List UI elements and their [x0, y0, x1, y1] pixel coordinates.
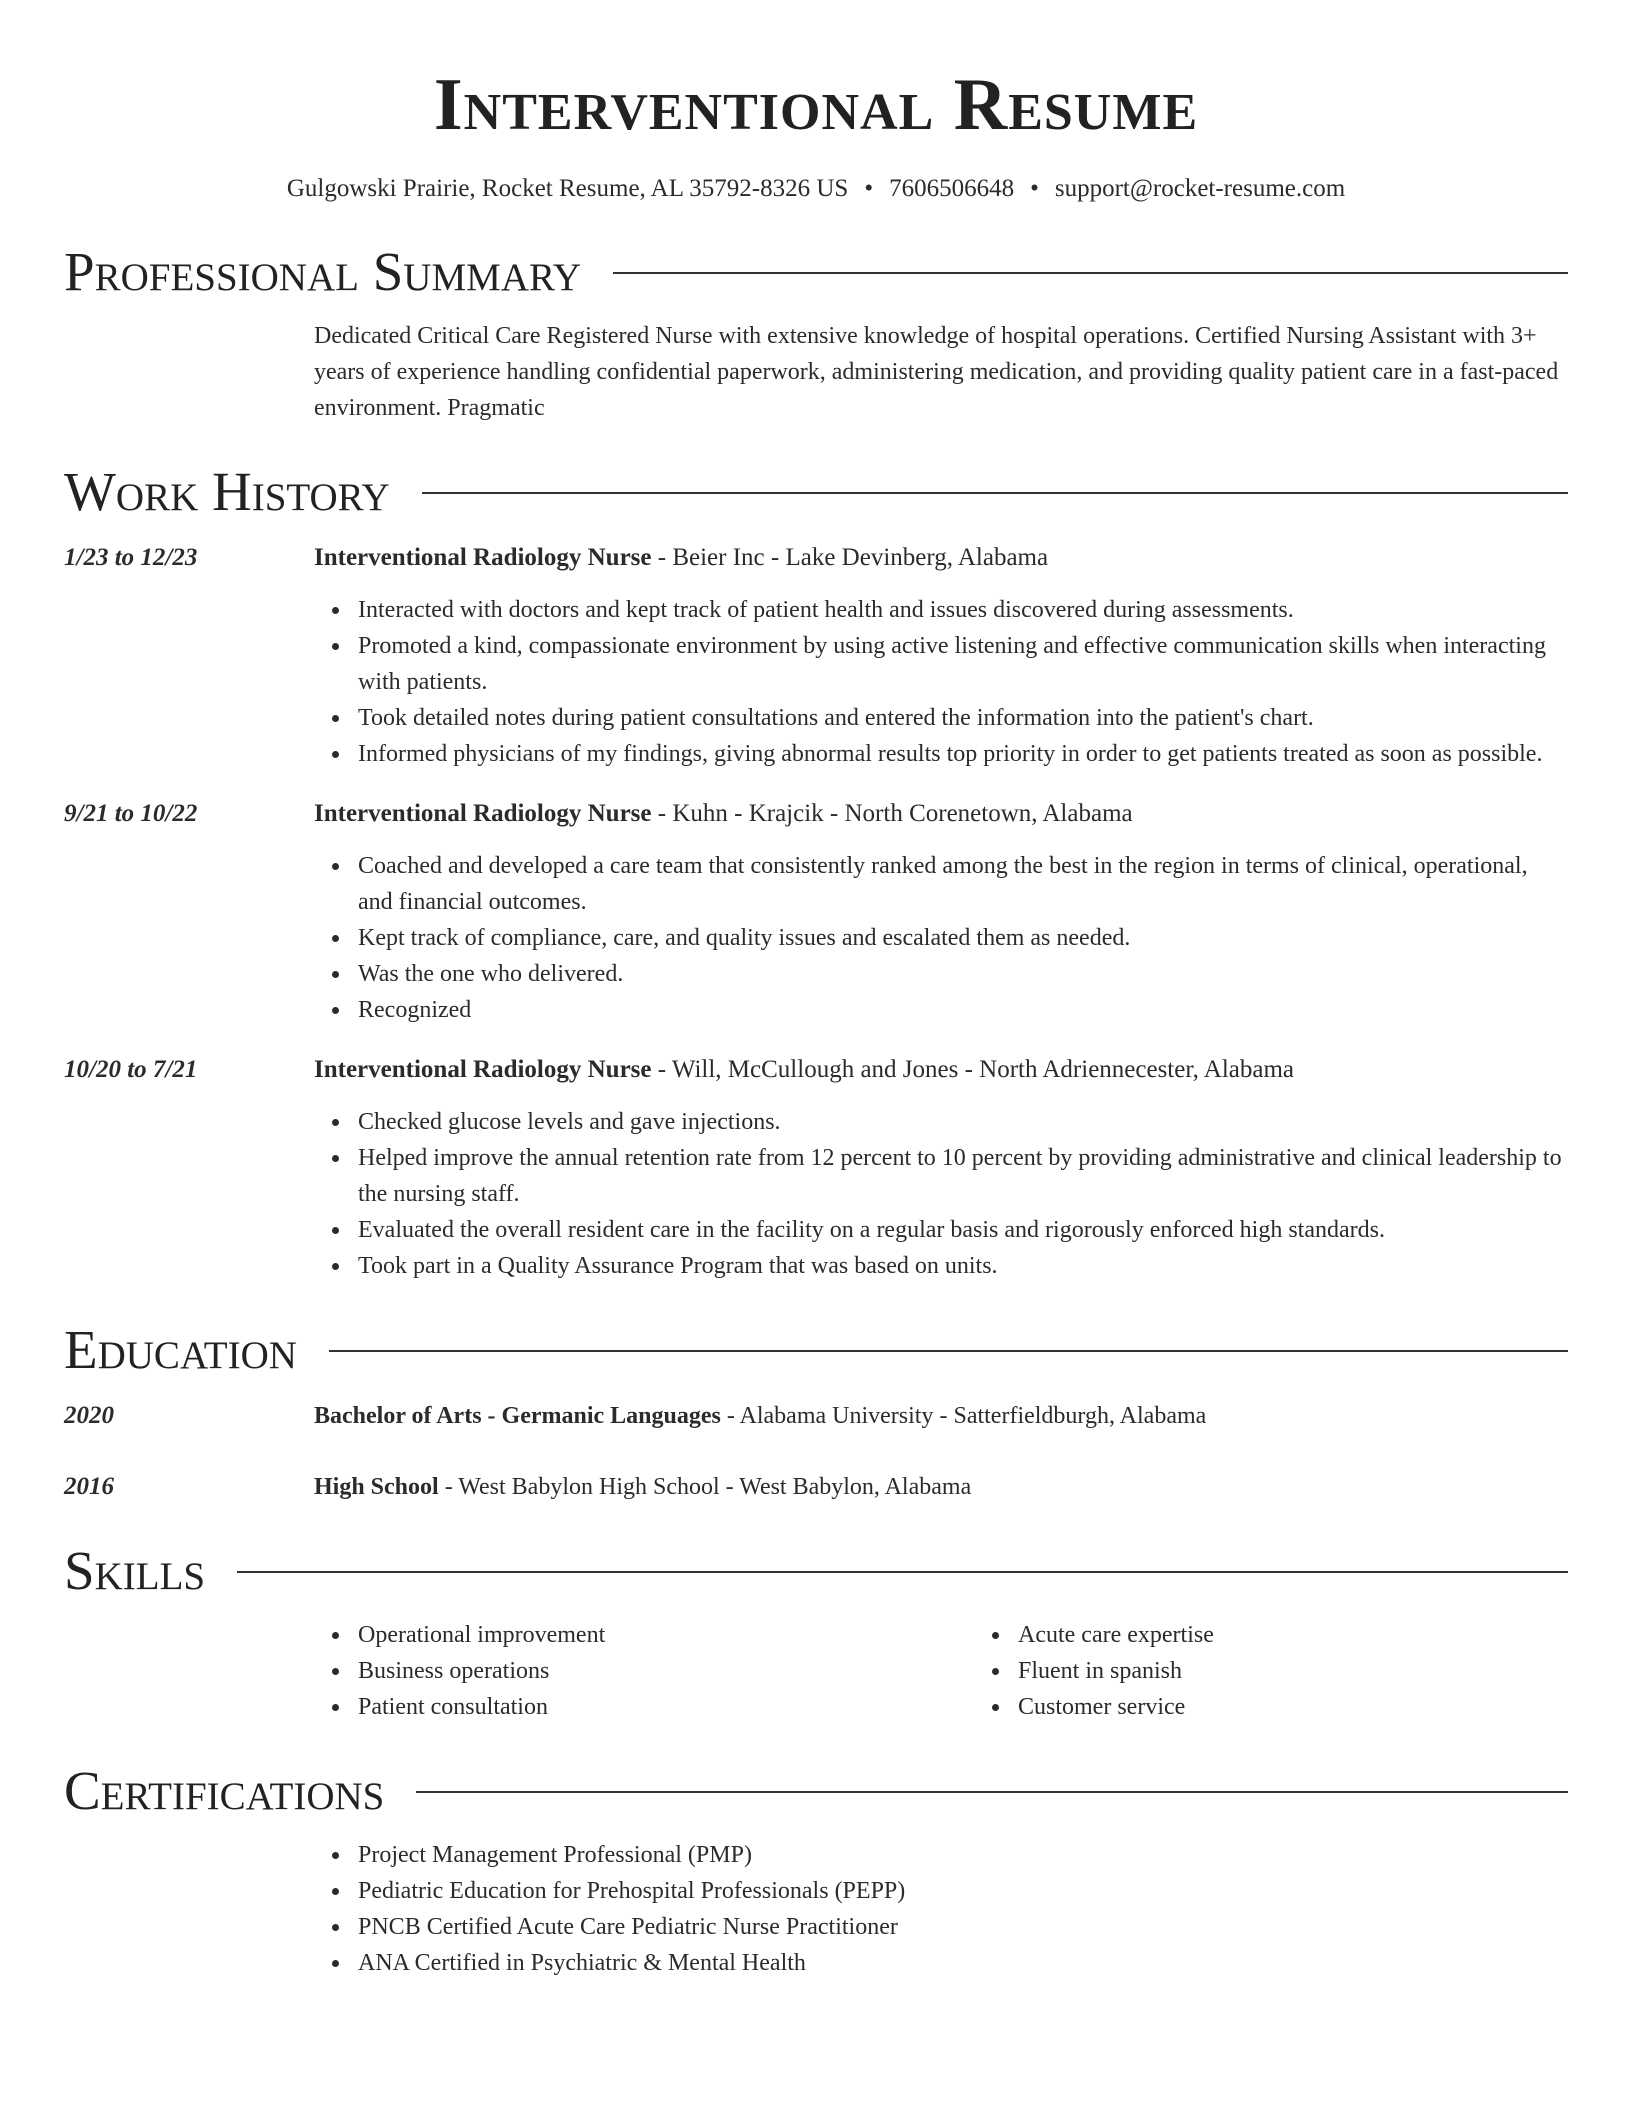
contact-separator: •: [864, 175, 874, 202]
contact-line: [64, 172, 1568, 206]
contact-address: Gulgowski Prairie, Rocket Resume, AL 35792-8326 US: [286, 175, 849, 202]
education-degree: High School: [314, 1474, 439, 1500]
job-bullet: Kept track of compliance, care, and quality issues and escalated them as needed.: [358, 920, 1568, 956]
certification-item: Pediatric Education for Prehospital Professionals (PEPP): [358, 1873, 1568, 1909]
job-bullet: Recognized: [358, 992, 1568, 1028]
summary-text: Dedicated Critical Care Registered Nurse with extensive knowledge of hospital operations. Certified Nursing Assistant with 3+ years of experience handling confidential paperwork, administering medication, and providing quality patient care in a fast-paced environment. Pragmatic: [314, 323, 1559, 421]
education-entry: [64, 1398, 1568, 1434]
job-bullet: Helped improve the annual retention rate from 12 percent to 10 percent by providing administrative and clinical leadership to the nursing staff.: [358, 1140, 1568, 1212]
education-details: - West Babylon High School - West Babylon, Alabama: [438, 1474, 972, 1500]
education-year: 2020: [64, 1402, 114, 1429]
summary-heading: Professional Summary: [64, 241, 582, 302]
job-details: - Kuhn - Krajcik - North Corenetown, Alabama: [651, 800, 1133, 827]
job-bullet: Informed physicians of my findings, giving abnormal results top priority in order to get patients treated as soon as possible.: [358, 736, 1568, 772]
job-bullets: [314, 592, 1568, 772]
summary-section-header: [64, 240, 1568, 304]
contact-email: support@rocket-resume.com: [1054, 175, 1346, 202]
job-bullet: Checked glucose levels and gave injections.: [358, 1104, 1568, 1140]
contact-separator: •: [1030, 175, 1039, 202]
certification-item: ANA Certified in Psychiatric & Mental Health: [358, 1945, 1568, 1981]
education-details: - Alabama University - Satterfieldburgh, Alabama: [720, 1403, 1207, 1429]
certifications-section-header: [64, 1759, 1568, 1823]
section-divider: [237, 1571, 1568, 1573]
contact-phone: 7606506648: [889, 175, 1015, 202]
job-bullet: Took part in a Quality Assurance Program that was based on units.: [358, 1248, 1568, 1284]
skills-heading: Skills: [64, 1540, 206, 1601]
resume-title: Interventional Resume: [433, 64, 1199, 146]
job-bullet: Promoted a kind, compassionate environment by using active listening and effective communication skills when interacting with patients.: [358, 628, 1568, 700]
section-divider: [329, 1350, 1568, 1352]
job-title-line: [314, 1052, 1568, 1088]
skills-column-left: [314, 1617, 974, 1725]
job-title-line: [314, 796, 1568, 832]
job-bullet: Was the one who delivered.: [358, 956, 1568, 992]
job-details: - Will, McCullough and Jones - North Adriennecester, Alabama: [651, 1056, 1295, 1083]
education-degree: Bachelor of Arts - Germanic Languages: [314, 1403, 721, 1429]
job-entry: [64, 796, 1568, 1028]
job-dates: 1/23 to 12/23: [64, 544, 198, 571]
section-divider: [613, 272, 1568, 274]
certification-item: PNCB Certified Acute Care Pediatric Nurse Practitioner: [358, 1909, 1568, 1945]
job-entry: [64, 540, 1568, 772]
job-title: Interventional Radiology Nurse: [314, 1056, 652, 1083]
job-details: - Beier Inc - Lake Devinberg, Alabama: [651, 544, 1049, 571]
work-history-list: [64, 540, 1568, 1284]
job-dates: 10/20 to 7/21: [64, 1056, 198, 1083]
certifications-row: [64, 1837, 1568, 1981]
certification-item: Project Management Professional (PMP): [358, 1837, 1568, 1873]
skill-item: Operational improvement: [358, 1617, 974, 1653]
job-title: Interventional Radiology Nurse: [314, 800, 652, 827]
education-year: 2016: [64, 1473, 114, 1500]
section-divider: [416, 1791, 1568, 1793]
section-divider: [422, 492, 1568, 494]
skill-item: Fluent in spanish: [1018, 1653, 1632, 1689]
education-entry: [64, 1469, 1568, 1505]
skill-item: Acute care expertise: [1018, 1617, 1632, 1653]
job-bullet: Evaluated the overall resident care in the facility on a regular basis and rigorously enforced high standards.: [358, 1212, 1568, 1248]
skill-item: Customer service: [1018, 1689, 1632, 1725]
skills-row: [64, 1603, 1568, 1725]
job-title-line: [314, 540, 1568, 576]
education-section-header: [64, 1318, 1568, 1382]
job-bullets: [314, 848, 1568, 1028]
skills-column-right: [974, 1617, 1632, 1725]
job-dates: 9/21 to 10/22: [64, 800, 198, 827]
job-bullets: [314, 1104, 1568, 1284]
certifications-heading: Certifications: [64, 1760, 385, 1821]
skill-item: Patient consultation: [358, 1689, 974, 1725]
certifications-list: [314, 1837, 1568, 1981]
job-entry: [64, 1052, 1568, 1284]
job-title: Interventional Radiology Nurse: [314, 544, 652, 571]
skill-item: Business operations: [358, 1653, 974, 1689]
skills-grid: [314, 1617, 1632, 1725]
job-bullet: Took detailed notes during patient consultations and entered the information into the patient's chart.: [358, 700, 1568, 736]
job-bullet: Interacted with doctors and kept track of patient health and issues discovered during assessments.: [358, 592, 1568, 628]
skills-section-header: [64, 1539, 1568, 1603]
education-heading: Education: [64, 1319, 297, 1380]
summary-row: [64, 318, 1568, 426]
work-heading: Work History: [64, 461, 390, 522]
work-section-header: [64, 460, 1568, 524]
job-bullet: Coached and developed a care team that consistently ranked among the best in the region in terms of clinical, operational, and financial outcomes.: [358, 848, 1568, 920]
